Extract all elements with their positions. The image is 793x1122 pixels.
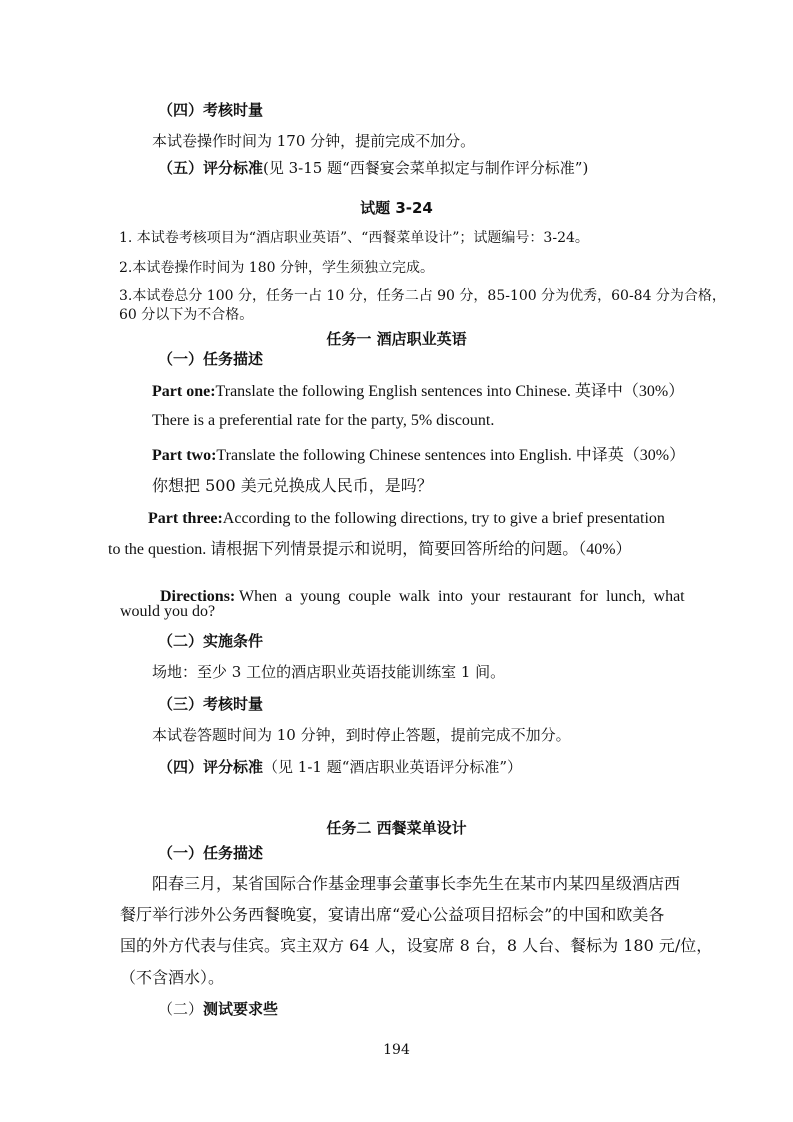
criteria-reference: (见 3-15 题“西餐宴会菜单拟定与制作评分标准”) [263, 159, 589, 177]
exam-note-2: 2.本试卷操作时间为 180 分钟，学生须独立完成。 [119, 260, 434, 276]
task1-heading-duration: （三）考核时量 [158, 695, 264, 713]
directions-line [152, 573, 685, 605]
heading-criteria: （五）评分标准 [158, 159, 264, 177]
directions-text: When a young couple walk into your restaurant for lunch, what [235, 588, 685, 605]
part-two-instruction: Translate the following Chinese sentences into English. 中译英（30%） [216, 447, 686, 464]
task2-paragraph-line-4: （不含酒水）。 [120, 968, 225, 987]
directions-continuation: would you do? [120, 603, 216, 620]
criteria-line [158, 161, 588, 176]
task1-heading-criteria: （四）评分标准 [158, 758, 264, 776]
task1-heading-conditions: （二）实施条件 [158, 632, 264, 650]
task1-criteria-line [158, 760, 522, 775]
task2-title: 任务二 西餐菜单设计 [326, 819, 467, 837]
part-three-label: Part three: [148, 510, 223, 527]
task1-criteria-reference: （见 1-1 题“酒店职业英语评分标准”） [263, 758, 523, 776]
task2-heading-description: （一）任务描述 [158, 844, 264, 862]
task2-paragraph-line-3: 国的外方代表与佳宾。宾主双方 64 人，设宴席 8 台，8 人台、餐标为 180 元/位， [120, 936, 713, 955]
task2-requirements-line [158, 1002, 278, 1017]
task2-requirements-number: （二） [158, 1000, 204, 1018]
exam-title: 试题 3-24 [360, 199, 433, 217]
task1-heading-description: （一）任务描述 [158, 350, 264, 368]
exam-note-1: 1. 本试卷考核项目为“酒店职业英语”、“西餐菜单设计”；试题编号：3-24。 [119, 230, 589, 246]
directions-label: Directions: [160, 588, 236, 605]
part-three-continuation: to the question. 请根据下列情景提示和说明，简要回答所给的问题。（40%） [108, 541, 632, 558]
exam-note-3: 3.本试卷总分 100 分，任务一占 10 分，任务二占 90 分，85-100 分为优秀，60-84 分为合格， [119, 288, 726, 304]
part-three-instruction: According to the following directions, try to give a brief presentation [222, 510, 665, 527]
part-three-line [148, 511, 665, 527]
task1-duration-text: 本试卷答题时间为 10 分钟，到时停止答题，提前完成不加分。 [152, 726, 571, 744]
heading-duration: （四）考核时量 [158, 101, 264, 119]
task1-title: 任务一 酒店职业英语 [326, 330, 467, 348]
part-one-label: Part one: [152, 383, 216, 400]
part-two-sentence: 你想把 500 美元兑换成人民币，是吗？ [152, 476, 433, 495]
part-one-sentence: There is a preferential rate for the party, 5% discount. [152, 412, 495, 429]
part-one-instruction: Translate the following English sentences into Chinese. 英译中（30%） [215, 383, 685, 400]
part-two-line [152, 448, 685, 464]
exam-note-3-cont: 60 分以下为不合格。 [119, 307, 254, 323]
task2-paragraph-line-1: 阳春三月，某省国际合作基金理事会董事长李先生在某市内某四星级酒店西 [152, 874, 681, 893]
page-number: 194 [383, 1042, 410, 1058]
duration-text: 本试卷操作时间为 170 分钟，提前完成不加分。 [152, 132, 476, 150]
task2-paragraph-line-2: 餐厅举行涉外公务西餐晚宴，宴请出席“爱心公益项目招标会”的中国和欧美各 [120, 905, 665, 924]
task2-heading-requirements: 测试要求些 [203, 1000, 279, 1018]
part-two-label: Part two: [152, 447, 217, 464]
part-one-line [152, 384, 684, 400]
conditions-text: 场地：至少 3 工位的酒店职业英语技能训练室 1 间。 [152, 663, 506, 681]
